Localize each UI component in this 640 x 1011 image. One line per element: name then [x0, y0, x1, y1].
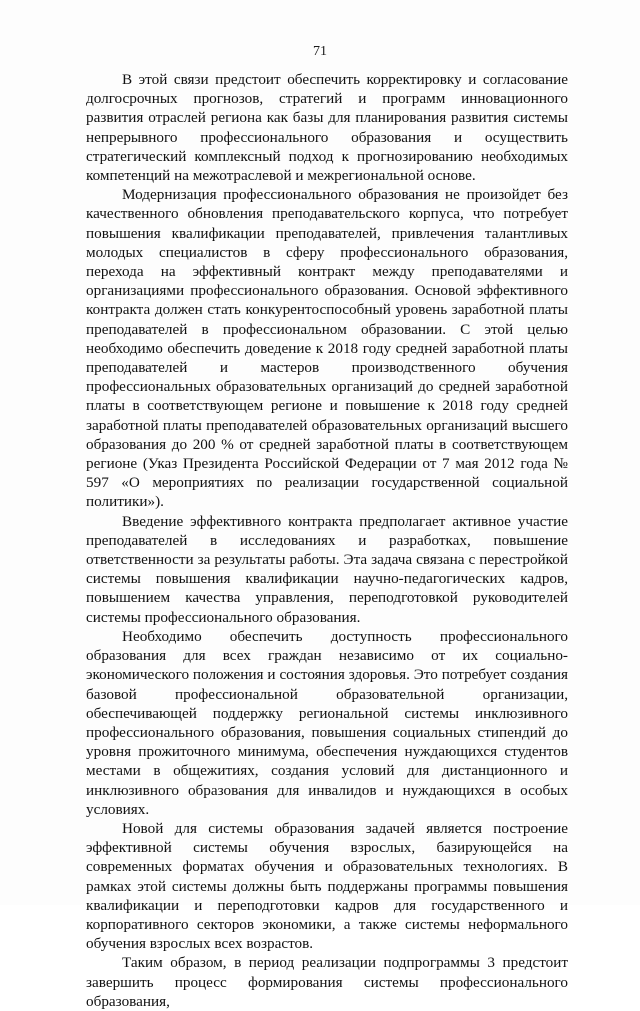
page-number: 71: [313, 44, 327, 59]
paragraph-6: Таким образом, в период реализации подпрограммы 3 предстоит завершить процесс формирования системы профессионального образования,: [86, 954, 568, 1010]
paragraph-1: В этой связи предстоит обеспечить корректировку и согласование долгосрочных прогнозов, стратегий и программ инновационного развития отраслей региона как базы для планирования развития системы непрерывного профессионального образования и осуществить стратегический комплексный подход к прогнозированию необходимых компетенций на межотраслевой и межрегиональной основе.: [86, 71, 568, 185]
document-body: [86, 70, 568, 1011]
paragraph-3: Введение эффективного контракта предполагает активное участие преподавателей в исследованиях и разработках, повышение ответственности за результаты работы. Эта задача связана с перестройкой системы повышения квалификации научно-педагогических кадров, повышением качества управления, переподготовкой руководителей системы профессионального образования.: [86, 512, 568, 626]
paragraph-2: Модернизация профессионального образования не произойдет без качественного обновления преподавательского корпуса, что потребует повышения квалификации преподавателей, привлечения талантливых молодых специалистов в сферу профессионального образования, перехода на эффективный контракт между преподавателями и организациями профессионального образования. Основой эффективного контракта должен стать конкурентоспособный уровень заработной платы преподавателей в профессиональном образовании. С этой целью необходимо обеспечить доведение к 2018 году средней заработной платы преподавателей и мастеров производственного обучения профессиональных образовательных организаций до средней заработной платы в соответствующем регионе и повышение к 2018 году средней заработной платы преподавателей образовательных организаций высшего образования до 200 % от средней заработной платы в соответствующем регионе (Указ Президента Российской Федерации от 7 мая 2012 года № 597 «О мероприятиях по реализации государственной социальной политики»).: [86, 186, 568, 511]
paragraph-5: Новой для системы образования задачей является построение эффективной системы обучения взрослых, базирующейся на современных форматах обучения и образовательных технологиях. В рамках этой системы должны быть поддержаны программы повышения квалификации и переподготовки кадров для государственного и корпоративного секторов экономики, а также системы неформального обучения взрослых всех возрастов.: [86, 819, 568, 953]
paragraph-4: Необходимо обеспечить доступность профессионального образования для всех граждан независимо от их социально-экономического положения и состояния здоровья. Это потребует создания базовой профессиональной образовательной организации, обеспечивающей поддержку региональной системы инклюзивного профессионального образования, повышения социальных стипендий до уровня прожиточного минимума, обеспечения нуждающихся студентов местами в общежитиях, создания условий для дистанционного и инклюзивного образования для инвалидов и нуждающихся в особых условиях.: [86, 627, 568, 818]
